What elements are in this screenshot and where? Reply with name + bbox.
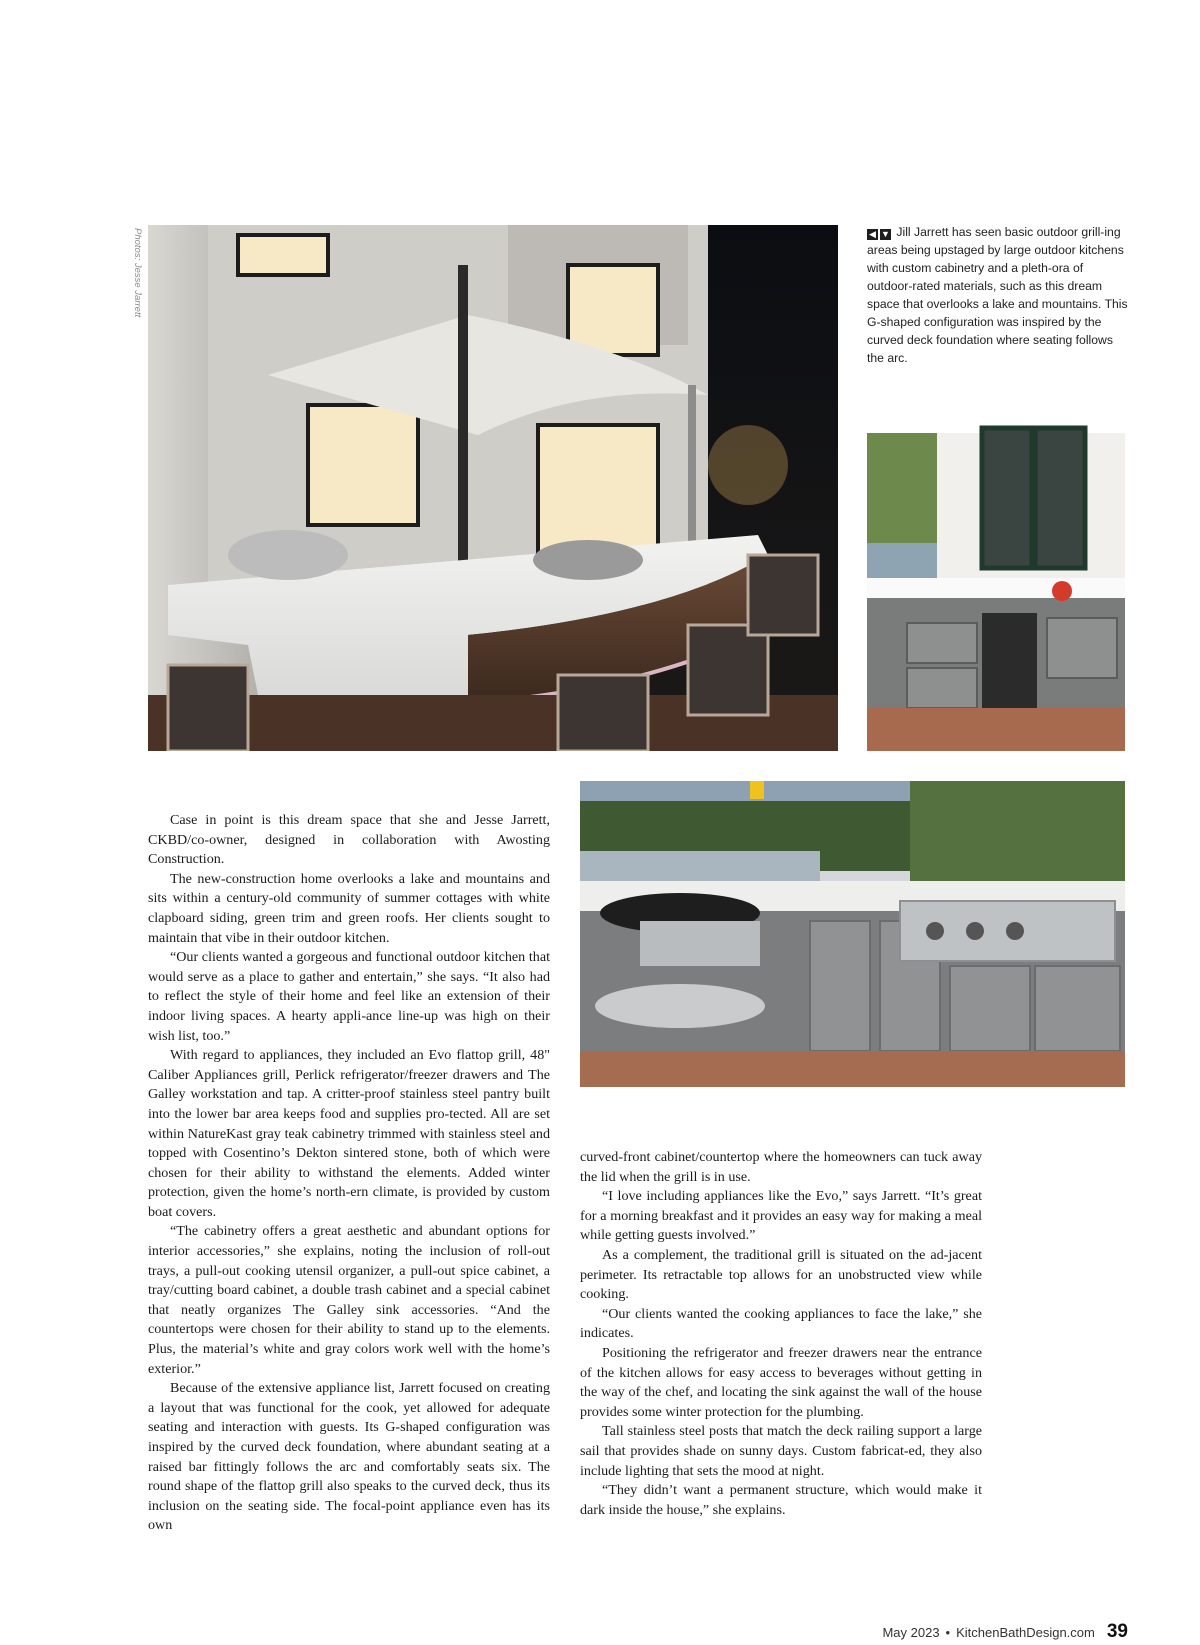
website-url: KitchenBathDesign.com <box>956 1625 1095 1640</box>
paragraph: “They didn’t want a permanent structure, which would make it dark inside the house,” she explains. <box>580 1482 982 1518</box>
footer-separator: • <box>945 1625 951 1640</box>
paragraph: Case in point is this dream space that she and Jesse Jarrett, CKBD/co-owner, designed in collaboration with Awosting Construction. <box>148 812 550 868</box>
paragraph: Positioning the refrigerator and freezer drawers near the entrance of the kitchen allows for easy access to beverages without getting in the way of the chef, and locating the sink against the wall of the house provides some winter protection for the plumbing. <box>580 1344 982 1420</box>
paragraph: “The cabinetry offers a great aesthetic and abundant options for interior accessories,” she explains, noting the inclusion of roll-out trays, a pull-out cooking utensil organizer, a pull-out spice cabinet, a tray/cutting board cabinet, a double trash cabinet and a special cabinet that neatly organizes The Galley sink accessories. “And the countertops were chosen for their ability to stand up to the elements. Plus, the material’s white and gray colors work well with the home’s exterior.” <box>148 1223 550 1377</box>
paragraph: With regard to appliances, they included an Evo flattop grill, 48" Caliber Appliances grill, Perlick refrigerator/freezer drawers and The Galley workstation and tap. A critter-proof stainless steel pantry built into the lower bar area keeps food and supplies pro-tected. All are set within NatureKast gray teak cabinetry trimmed with stainless steel and topped with Cosentino’s Dekton sintered stone, both of which were chosen for their ability to withstand the elements. Added winter protection, given the home’s north-ern climate, is provided by custom boat covers. <box>148 1047 550 1220</box>
photo-outdoor-kitchen-night <box>148 225 838 751</box>
photo-sink-area <box>867 393 1125 751</box>
paragraph: curved-front cabinet/countertop where the homeowners can tuck away the lid when the grill is in use. <box>580 1149 982 1185</box>
paragraph: As a complement, the traditional grill is situated on the ad-jacent perimeter. Its retractable top allows for an unobstructed view while cooking. <box>580 1246 982 1303</box>
caption-text: Jill Jarrett has seen basic outdoor grill-ing areas being upstaged by large outdoor kitchens with custom cabinetry and a pleth-ora of outdoor-rated materials, such as this dream space that overlooks a lake and mountains. This G-shaped configuration was inspired by the curved deck foundation where seating follows the arc. <box>867 225 1128 365</box>
arrow-left-icon: ◀ <box>867 229 878 240</box>
photo-credit: Photos: Jesse Jarrett <box>132 228 143 318</box>
page-footer <box>882 1621 1128 1645</box>
paragraph: Tall stainless steel posts that match the deck railing support a large sail that provides shade on sunny days. Custom fabricat-ed, they also include lighting that sets the mood at night. <box>580 1423 982 1479</box>
paragraph: “I love including appliances like the Evo,” says Jarrett. “It’s great for a morning breakfast and it provides an easy way for making a meal while getting guests involved.” <box>580 1188 982 1244</box>
photo-caption <box>867 223 1129 367</box>
paragraph: “Our clients wanted the cooking appliances to face the lake,” she indicates. <box>580 1305 982 1342</box>
paragraph: “Our clients wanted a gorgeous and functional outdoor kitchen that would serve as a place to gather and entertain,” she says. “It also had to reflect the style of their home and feel like an extension of their indoor living spaces. A hearty appli-ance line-up was high on their wish list, too.” <box>148 949 550 1044</box>
article-column-left <box>148 811 550 1536</box>
page-number: 39 <box>1106 1621 1128 1642</box>
article-column-right <box>580 1148 982 1520</box>
paragraph: Because of the extensive appliance list, Jarrett focused on creating a layout that was functional for the cook, yet allowed for adequate seating and interaction with guests. Its G-shaped configuration was inspired by the curved deck foundation, where abundant seating at a raised bar fittingly follows the arc and comfortably seats six. The round shape of the flattop grill also speaks to the curved deck, thus its inclusion on the seating side. The focal-point appliance even has its own <box>148 1380 550 1534</box>
paragraph: The new-construction home overlooks a lake and mountains and sits within a century-old community of summer cottages with white clapboard siding, green trim and green roofs. Her clients sought to maintain that vibe in their outdoor kitchen. <box>148 870 550 946</box>
arrow-down-icon: ▼ <box>881 229 890 239</box>
photo-grills-lake-view <box>580 781 1125 1087</box>
issue-date: May 2023 <box>882 1625 940 1640</box>
